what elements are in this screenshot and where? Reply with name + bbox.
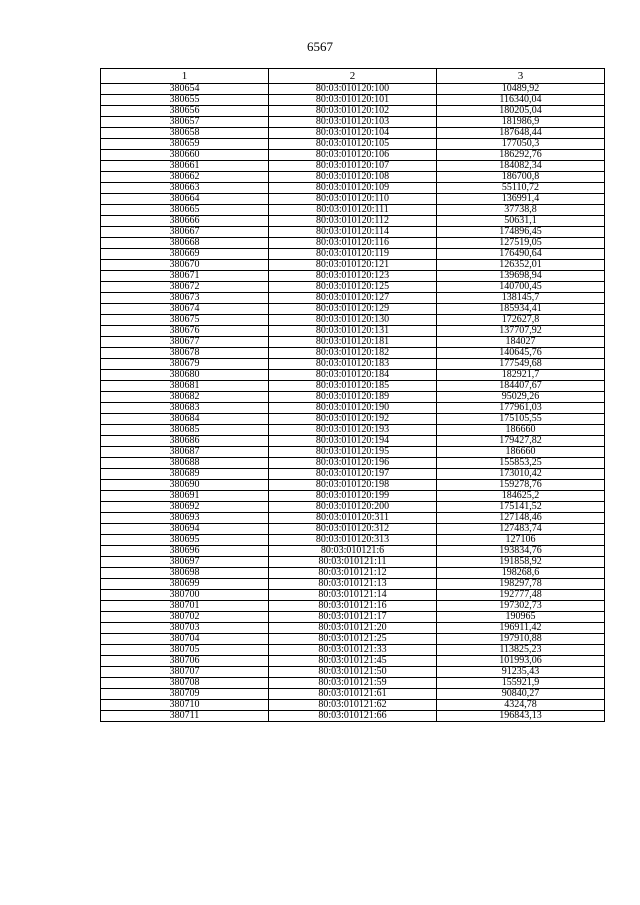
table-row <box>101 557 605 568</box>
value-cell: 198297,78 <box>437 579 605 590</box>
row-number-cell: 380700 <box>101 590 269 601</box>
cadastral-number-cell: 80:03:010120:197 <box>269 469 437 480</box>
row-number-cell: 380672 <box>101 282 269 293</box>
table-row <box>101 656 605 667</box>
table-row <box>101 480 605 491</box>
value-cell: 175141,52 <box>437 502 605 513</box>
row-number-cell: 380708 <box>101 678 269 689</box>
table-row <box>101 315 605 326</box>
row-number-cell: 380668 <box>101 238 269 249</box>
cadastral-number-cell: 80:03:010120:195 <box>269 447 437 458</box>
table-row <box>101 370 605 381</box>
value-cell: 127106 <box>437 535 605 546</box>
value-cell: 140645,76 <box>437 348 605 359</box>
row-number-cell: 380682 <box>101 392 269 403</box>
table-row <box>101 194 605 205</box>
cadastral-number-cell: 80:03:010120:198 <box>269 480 437 491</box>
table-row <box>101 326 605 337</box>
value-cell: 185934,41 <box>437 304 605 315</box>
table-row <box>101 458 605 469</box>
row-number-cell: 380696 <box>101 546 269 557</box>
value-cell: 190965 <box>437 612 605 623</box>
cadastral-number-cell: 80:03:010120:125 <box>269 282 437 293</box>
table-row <box>101 381 605 392</box>
cadastral-number-cell: 80:03:010121:16 <box>269 601 437 612</box>
row-number-cell: 380654 <box>101 84 269 95</box>
cadastral-number-cell: 80:03:010121:50 <box>269 667 437 678</box>
table-row <box>101 436 605 447</box>
cadastral-number-cell: 80:03:010120:123 <box>269 271 437 282</box>
cadastral-number-cell: 80:03:010120:185 <box>269 381 437 392</box>
table-row <box>101 546 605 557</box>
table-row <box>101 469 605 480</box>
row-number-cell: 380702 <box>101 612 269 623</box>
value-cell: 173010,42 <box>437 469 605 480</box>
row-number-cell: 380693 <box>101 513 269 524</box>
table-row <box>101 667 605 678</box>
value-cell: 193834,76 <box>437 546 605 557</box>
value-cell: 50631,1 <box>437 216 605 227</box>
row-number-cell: 380675 <box>101 315 269 326</box>
table-row <box>101 260 605 271</box>
table-row <box>101 524 605 535</box>
value-cell: 137707,92 <box>437 326 605 337</box>
table-row <box>101 502 605 513</box>
table-row <box>101 689 605 700</box>
cadastral-number-cell: 80:03:010120:101 <box>269 95 437 106</box>
table-row <box>101 568 605 579</box>
page-number: 6567 <box>307 39 333 54</box>
table-row <box>101 447 605 458</box>
row-number-cell: 380679 <box>101 359 269 370</box>
value-cell: 136991,4 <box>437 194 605 205</box>
value-cell: 182921,7 <box>437 370 605 381</box>
value-cell: 197302,73 <box>437 601 605 612</box>
row-number-cell: 380707 <box>101 667 269 678</box>
value-cell: 176490,64 <box>437 249 605 260</box>
row-number-cell: 380701 <box>101 601 269 612</box>
cadastral-number-cell: 80:03:010121:11 <box>269 557 437 568</box>
value-cell: 179427,82 <box>437 436 605 447</box>
table-row <box>101 645 605 656</box>
value-cell: 196911,42 <box>437 623 605 634</box>
row-number-cell: 380687 <box>101 447 269 458</box>
value-cell: 181986,9 <box>437 117 605 128</box>
value-cell: 139698,94 <box>437 271 605 282</box>
table-row <box>101 205 605 216</box>
cadastral-number-cell: 80:03:010120:189 <box>269 392 437 403</box>
cadastral-number-cell: 80:03:010120:312 <box>269 524 437 535</box>
value-cell: 127148,46 <box>437 513 605 524</box>
table-row <box>101 128 605 139</box>
row-number-cell: 380681 <box>101 381 269 392</box>
value-cell: 174896,45 <box>437 227 605 238</box>
row-number-cell: 380704 <box>101 634 269 645</box>
table-row <box>101 678 605 689</box>
table-row <box>101 271 605 282</box>
row-number-cell: 380706 <box>101 656 269 667</box>
row-number-cell: 380664 <box>101 194 269 205</box>
row-number-cell: 380694 <box>101 524 269 535</box>
cadastral-number-cell: 80:03:010120:131 <box>269 326 437 337</box>
cadastral-number-cell: 80:03:010120:181 <box>269 337 437 348</box>
table-row <box>101 348 605 359</box>
column-header-1: 1 <box>101 69 269 84</box>
value-cell: 196843,13 <box>437 711 605 722</box>
table-row <box>101 293 605 304</box>
table-row <box>101 249 605 260</box>
value-cell: 184407,67 <box>437 381 605 392</box>
value-cell: 186292,76 <box>437 150 605 161</box>
cadastral-number-cell: 80:03:010120:130 <box>269 315 437 326</box>
table-row <box>101 139 605 150</box>
cadastral-number-cell: 80:03:010120:183 <box>269 359 437 370</box>
cadastral-number-cell: 80:03:010121:66 <box>269 711 437 722</box>
cadastral-number-cell: 80:03:010120:121 <box>269 260 437 271</box>
value-cell: 140700,45 <box>437 282 605 293</box>
table-row <box>101 579 605 590</box>
column-header-3: 3 <box>437 69 605 84</box>
value-cell: 101993,06 <box>437 656 605 667</box>
value-cell: 177549,68 <box>437 359 605 370</box>
cadastral-number-cell: 80:03:010120:106 <box>269 150 437 161</box>
cadastral-number-cell: 80:03:010120:108 <box>269 172 437 183</box>
cadastral-number-cell: 80:03:010121:62 <box>269 700 437 711</box>
table-row <box>101 161 605 172</box>
value-cell: 177050,3 <box>437 139 605 150</box>
row-number-cell: 380685 <box>101 425 269 436</box>
table-row <box>101 392 605 403</box>
cadastral-number-cell: 80:03:010120:105 <box>269 139 437 150</box>
cadastral-number-cell: 80:03:010120:192 <box>269 414 437 425</box>
cadastral-number-cell: 80:03:010120:311 <box>269 513 437 524</box>
cadastral-number-cell: 80:03:010121:6 <box>269 546 437 557</box>
value-cell: 192777,48 <box>437 590 605 601</box>
cadastral-number-cell: 80:03:010120:129 <box>269 304 437 315</box>
value-cell: 197910,88 <box>437 634 605 645</box>
cadastral-number-cell: 80:03:010121:14 <box>269 590 437 601</box>
value-cell: 187648,44 <box>437 128 605 139</box>
row-number-cell: 380663 <box>101 183 269 194</box>
row-number-cell: 380678 <box>101 348 269 359</box>
cadastral-number-cell: 80:03:010121:59 <box>269 678 437 689</box>
value-cell: 198268,6 <box>437 568 605 579</box>
table-row <box>101 535 605 546</box>
cadastral-number-cell: 80:03:010120:103 <box>269 117 437 128</box>
table-row <box>101 84 605 95</box>
table-row <box>101 425 605 436</box>
value-cell: 180205,04 <box>437 106 605 117</box>
column-header-2: 2 <box>269 69 437 84</box>
cadastral-number-cell: 80:03:010120:110 <box>269 194 437 205</box>
row-number-cell: 380673 <box>101 293 269 304</box>
table-row <box>101 117 605 128</box>
value-cell: 126352,01 <box>437 260 605 271</box>
value-cell: 113825,23 <box>437 645 605 656</box>
value-cell: 127519,05 <box>437 238 605 249</box>
row-number-cell: 380658 <box>101 128 269 139</box>
row-number-cell: 380661 <box>101 161 269 172</box>
table-row <box>101 150 605 161</box>
value-cell: 186700,8 <box>437 172 605 183</box>
value-cell: 55110,72 <box>437 183 605 194</box>
cadastral-number-cell: 80:03:010120:114 <box>269 227 437 238</box>
cadastral-number-cell: 80:03:010120:109 <box>269 183 437 194</box>
row-number-cell: 380662 <box>101 172 269 183</box>
cadastral-number-cell: 80:03:010120:104 <box>269 128 437 139</box>
table-row <box>101 700 605 711</box>
table-row <box>101 612 605 623</box>
table-row <box>101 106 605 117</box>
header-row <box>101 69 605 84</box>
value-cell: 95029,26 <box>437 392 605 403</box>
row-number-cell: 380686 <box>101 436 269 447</box>
row-number-cell: 380670 <box>101 260 269 271</box>
cadastral-number-cell: 80:03:010121:45 <box>269 656 437 667</box>
value-cell: 155853,25 <box>437 458 605 469</box>
cadastral-number-cell: 80:03:010121:20 <box>269 623 437 634</box>
cadastral-number-cell: 80:03:010120:116 <box>269 238 437 249</box>
row-number-cell: 380705 <box>101 645 269 656</box>
cadastral-number-cell: 80:03:010120:182 <box>269 348 437 359</box>
value-cell: 90840,27 <box>437 689 605 700</box>
value-cell: 127483,74 <box>437 524 605 535</box>
row-number-cell: 380657 <box>101 117 269 128</box>
cadastral-number-cell: 80:03:010120:102 <box>269 106 437 117</box>
table-header <box>101 69 605 84</box>
row-number-cell: 380667 <box>101 227 269 238</box>
table-row <box>101 359 605 370</box>
row-number-cell: 380671 <box>101 271 269 282</box>
value-cell: 116340,04 <box>437 95 605 106</box>
row-number-cell: 380697 <box>101 557 269 568</box>
table-row <box>101 95 605 106</box>
cadastral-number-cell: 80:03:010120:194 <box>269 436 437 447</box>
table-row <box>101 183 605 194</box>
row-number-cell: 380711 <box>101 711 269 722</box>
cadastral-number-cell: 80:03:010120:193 <box>269 425 437 436</box>
row-number-cell: 380690 <box>101 480 269 491</box>
cadastral-number-cell: 80:03:010120:313 <box>269 535 437 546</box>
table-row <box>101 590 605 601</box>
cadastral-number-cell: 80:03:010120:196 <box>269 458 437 469</box>
row-number-cell: 380695 <box>101 535 269 546</box>
row-number-cell: 380709 <box>101 689 269 700</box>
value-cell: 91235,43 <box>437 667 605 678</box>
row-number-cell: 380692 <box>101 502 269 513</box>
cadastral-number-cell: 80:03:010121:33 <box>269 645 437 656</box>
cadastral-number-cell: 80:03:010120:127 <box>269 293 437 304</box>
cadastral-number-cell: 80:03:010120:199 <box>269 491 437 502</box>
cadastral-number-cell: 80:03:010120:100 <box>269 84 437 95</box>
value-cell: 175105,55 <box>437 414 605 425</box>
table-row <box>101 337 605 348</box>
value-cell: 138145,7 <box>437 293 605 304</box>
value-cell: 10489,92 <box>437 84 605 95</box>
row-number-cell: 380683 <box>101 403 269 414</box>
table-row <box>101 711 605 722</box>
row-number-cell: 380676 <box>101 326 269 337</box>
row-number-cell: 380660 <box>101 150 269 161</box>
row-number-cell: 380656 <box>101 106 269 117</box>
value-cell: 186660 <box>437 425 605 436</box>
cadastral-number-cell: 80:03:010120:112 <box>269 216 437 227</box>
row-number-cell: 380666 <box>101 216 269 227</box>
table-row <box>101 403 605 414</box>
table-row <box>101 238 605 249</box>
cadastral-number-cell: 80:03:010120:184 <box>269 370 437 381</box>
table-row <box>101 216 605 227</box>
table-row <box>101 513 605 524</box>
table-row <box>101 634 605 645</box>
row-number-cell: 380684 <box>101 414 269 425</box>
table-row <box>101 172 605 183</box>
row-number-cell: 380674 <box>101 304 269 315</box>
table-body <box>101 84 605 722</box>
cadastral-number-cell: 80:03:010121:12 <box>269 568 437 579</box>
value-cell: 159278,76 <box>437 480 605 491</box>
value-cell: 191858,92 <box>437 557 605 568</box>
cadastral-number-cell: 80:03:010120:107 <box>269 161 437 172</box>
cadastral-number-cell: 80:03:010121:25 <box>269 634 437 645</box>
row-number-cell: 380659 <box>101 139 269 150</box>
table-row <box>101 623 605 634</box>
table-row <box>101 601 605 612</box>
table-row <box>101 227 605 238</box>
cadastral-number-cell: 80:03:010120:111 <box>269 205 437 216</box>
value-cell: 37738,8 <box>437 205 605 216</box>
row-number-cell: 380710 <box>101 700 269 711</box>
value-cell: 186660 <box>437 447 605 458</box>
value-cell: 177961,03 <box>437 403 605 414</box>
value-cell: 184082,34 <box>437 161 605 172</box>
row-number-cell: 380655 <box>101 95 269 106</box>
value-cell: 184027 <box>437 337 605 348</box>
cadastral-number-cell: 80:03:010120:119 <box>269 249 437 260</box>
cadastral-number-cell: 80:03:010120:200 <box>269 502 437 513</box>
row-number-cell: 380691 <box>101 491 269 502</box>
value-cell: 172627,8 <box>437 315 605 326</box>
row-number-cell: 380699 <box>101 579 269 590</box>
value-cell: 184625,2 <box>437 491 605 502</box>
data-table <box>100 68 605 722</box>
row-number-cell: 380665 <box>101 205 269 216</box>
row-number-cell: 380698 <box>101 568 269 579</box>
row-number-cell: 380688 <box>101 458 269 469</box>
table-row <box>101 414 605 425</box>
row-number-cell: 380680 <box>101 370 269 381</box>
table-row <box>101 491 605 502</box>
table-row <box>101 282 605 293</box>
cadastral-number-cell: 80:03:010121:13 <box>269 579 437 590</box>
row-number-cell: 380689 <box>101 469 269 480</box>
value-cell: 155921,9 <box>437 678 605 689</box>
row-number-cell: 380669 <box>101 249 269 260</box>
row-number-cell: 380677 <box>101 337 269 348</box>
cadastral-number-cell: 80:03:010121:61 <box>269 689 437 700</box>
value-cell: 4324,78 <box>437 700 605 711</box>
table-row <box>101 304 605 315</box>
cadastral-number-cell: 80:03:010121:17 <box>269 612 437 623</box>
row-number-cell: 380703 <box>101 623 269 634</box>
cadastral-number-cell: 80:03:010120:190 <box>269 403 437 414</box>
